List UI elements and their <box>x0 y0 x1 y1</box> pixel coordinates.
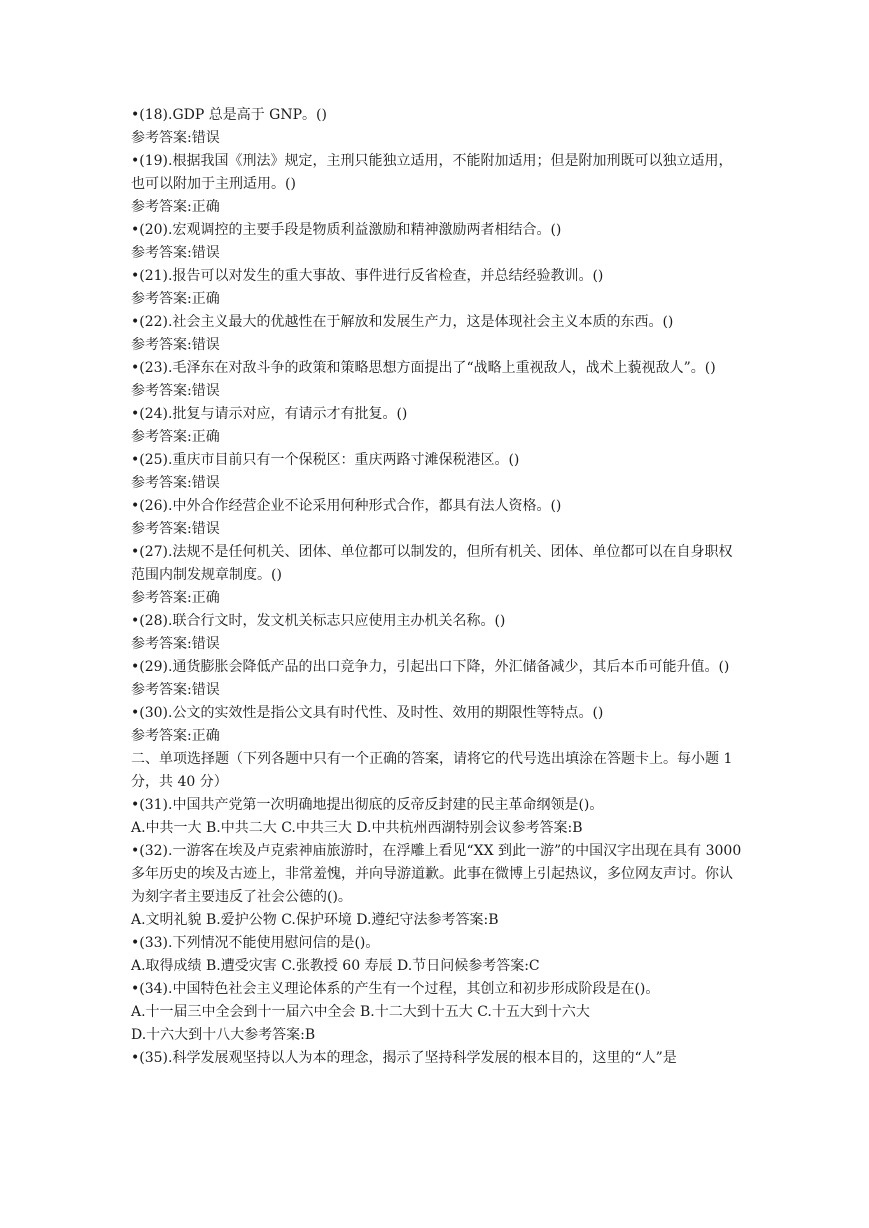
question-30: • (30).公文的实效性是指公文具有时代性、及时性、效用的期限性等特点。() <box>131 702 743 725</box>
options-33: A.取得成绩 B.遭受灾害 C.张教授 60 寿辰 D.节日问候参考答案:C <box>131 958 540 974</box>
options-31: A.中共一大 B.中共二大 C.中共三大 D.中共杭州西湖特别会议参考答案:B <box>131 820 583 836</box>
question-35: • (35).科学发展观坚持以人为本的理念，揭示了坚持科学发展的根本目的，这里的“人”是 <box>131 1047 743 1070</box>
question-24: • (24).批复与请示对应，有请示才有批复。() <box>131 403 743 426</box>
question-32: • (32).一游客在埃及卢克索神庙旅游时，在浮雕上看见“XX 到此一游”的中国汉字出现在具有 3000 多年历史的埃及古迹上，非常羞愧，并向导游道歉。此事在微博上引起热议，多位网友声讨。你认为刻字者主要违反了社会公德的()。 <box>131 840 743 909</box>
question-28: • (28).联合行文时，发文机关标志只应使用主办机关名称。() <box>131 610 743 633</box>
question-31: • (31).中国共产党第一次明确地提出彻底的反帝反封建的民主革命纲领是()。 <box>131 794 743 817</box>
answer-25: 参考答案:错误 <box>131 475 220 491</box>
question-27: • (27).法规不是任何机关、团体、单位都可以制发的，但所有机关、团体、单位都可以在自身职权范围内制发规章制度。() <box>131 541 743 587</box>
answer-27: 参考答案:正确 <box>131 590 220 606</box>
options-32: A.文明礼貌 B.爱护公物 C.保护环境 D.遵纪守法参考答案:B <box>131 912 499 928</box>
options-34-line2: D.十六大到十八大参考答案:B <box>131 1027 316 1043</box>
multiple-choice-list <box>131 794 743 1070</box>
question-34: • (34).中国特色社会主义理论体系的产生有一个过程，其创立和初步形成阶段是在()。 <box>131 978 743 1001</box>
question-26: • (26).中外合作经营企业不论采用何种形式合作，都具有法人资格。() <box>131 495 743 518</box>
question-18: • (18).GDP 总是高于 GNP。() <box>131 104 743 127</box>
question-29: • (29).通货膨胀会降低产品的出口竞争力，引起出口下降，外汇储备减少，其后本币可能升值。() <box>131 656 743 679</box>
answer-26: 参考答案:错误 <box>131 521 220 537</box>
answer-23: 参考答案:错误 <box>131 383 220 399</box>
answer-18: 参考答案:错误 <box>131 130 220 146</box>
answer-20: 参考答案:错误 <box>131 245 220 261</box>
answer-22: 参考答案:错误 <box>131 337 220 353</box>
answer-28: 参考答案:错误 <box>131 636 220 652</box>
true-false-list <box>131 104 743 748</box>
answer-24: 参考答案:正确 <box>131 429 220 445</box>
question-21: • (21).报告可以对发生的重大事故、事件进行反省检查，并总结经验教训。() <box>131 265 743 288</box>
question-25: • (25).重庆市目前只有一个保税区：重庆两路寸滩保税港区。() <box>131 449 743 472</box>
question-23: • (23).毛泽东在对敌斗争的政策和策略思想方面提出了“战略上重视敌人，战术上藐视敌人”。() <box>131 357 743 380</box>
question-20: • (20).宏观调控的主要手段是物质利益激励和精神激励两者相结合。() <box>131 219 743 242</box>
answer-19: 参考答案:正确 <box>131 199 220 215</box>
options-34-line1: A.十一届三中全会到十一届六中全会 B.十二大到十五大 C.十五大到十六大 <box>131 1004 590 1020</box>
question-22: • (22).社会主义最大的优越性在于解放和发展生产力，这是体现社会主义本质的东西。() <box>131 311 743 334</box>
answer-30: 参考答案:正确 <box>131 728 220 744</box>
document-page <box>131 104 743 1070</box>
answer-21: 参考答案:正确 <box>131 291 220 307</box>
question-19: • (19).根据我国《刑法》规定，主刑只能独立适用，不能附加适用；但是附加刑既可以独立适用，也可以附加于主刑适用。() <box>131 150 743 196</box>
answer-29: 参考答案:错误 <box>131 682 220 698</box>
question-33: • (33).下列情况不能使用慰问信的是()。 <box>131 932 743 955</box>
section-heading: 二、单项选择题（下列各题中只有一个正确的答案，请将它的代号选出填涂在答题卡上。每小题 1 分，共 40 分） <box>131 751 733 790</box>
